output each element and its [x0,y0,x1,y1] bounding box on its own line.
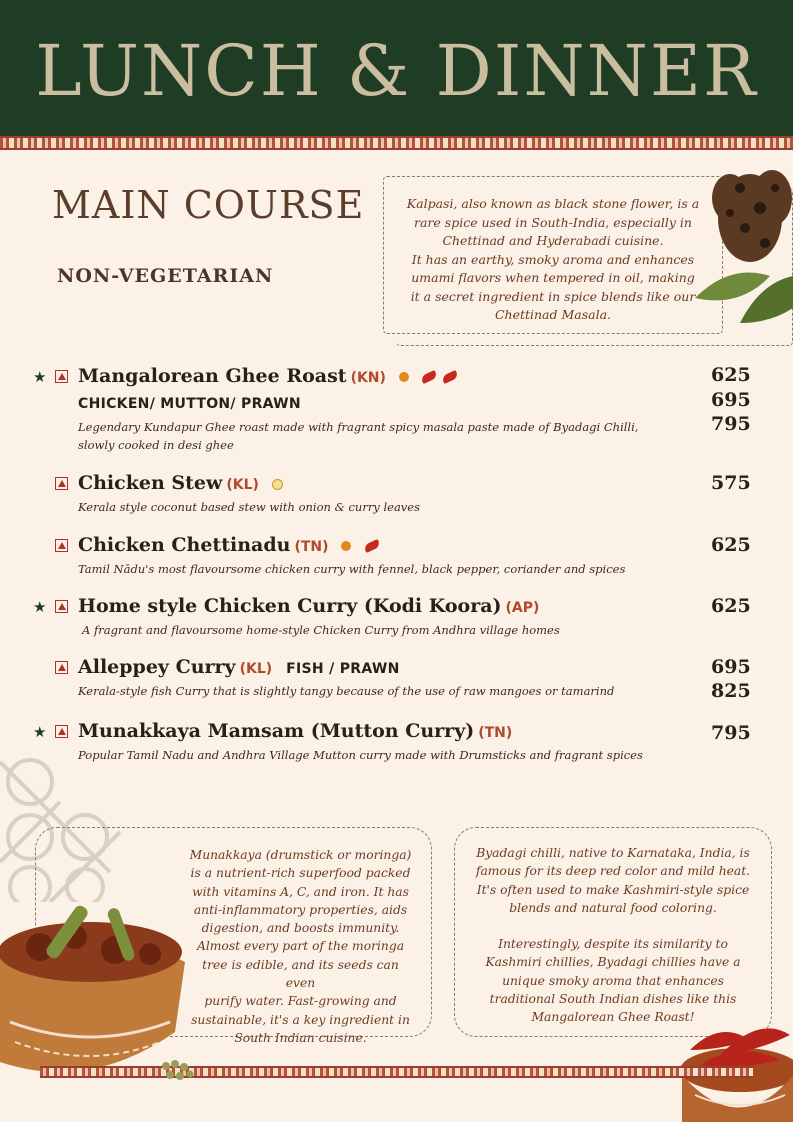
item-region: (TN) [478,725,513,741]
section-title: MAIN COURSE [52,183,365,227]
spice-dot-icon [341,541,351,551]
item-description [78,418,678,454]
note-line [467,917,759,935]
note-line: with vitamins A, C, and iron. It has [192,884,409,899]
item-title: Munakkaya Mamsam (Mutton Curry) [78,720,475,742]
item-title: Mangalorean Ghee Roast [78,365,347,387]
spice-dot-icon [399,372,409,382]
coconut-icon [272,479,283,490]
note-line: umami flavors when tempered in oil, making [411,270,695,285]
item-variants: FISH / PRAWN [286,661,400,677]
item-name [78,656,400,678]
desc-line: slowly cooked in desi ghee [78,438,234,452]
seeds-icon [160,1058,200,1084]
note-line: Chettinad Masala. [494,307,612,322]
kalpasi-illustration-icon [690,158,793,333]
byadagi-note [454,827,772,1037]
non-veg-icon [55,539,68,552]
desc-line: Kerala style coconut based stew with onion & curry leaves [78,500,421,514]
item-description [78,746,678,764]
item-region: (KL) [226,477,259,493]
item-price: 625 [711,595,751,617]
note-line: Mangalorean Ghee Roast! [531,1010,695,1025]
item-name [78,595,539,617]
chili-icon [420,370,438,384]
non-veg-icon [55,600,68,613]
item-price: 625 [711,534,751,556]
item-price: 625 [711,364,751,386]
item-description [78,560,678,578]
desc-line: Legendary Kundapur Ghee roast made with fragrant spicy masala paste made of Byadagi Chilli, [78,420,639,434]
item-variants: CHICKEN/ MUTTON/ PRAWN [78,396,301,412]
item-title: Chicken Chettinadu [78,534,291,556]
note-line: blends and natural food coloring. [509,900,717,915]
note-line: Interestingly, despite its similarity to [498,937,728,952]
chef-special-star-icon: ★ [33,598,47,616]
section-subtitle: NON-VEGETARIAN [57,265,274,287]
note-line: Almost every part of the moringa [196,939,405,954]
note-line: Munakkaya (drumstick or moringa) [189,848,412,862]
desc-line: A fragrant and flavoursome home-style Chicken Curry from Andhra village homes [82,623,560,637]
note-line: Kashmiri chillies, Byadagi chillies have a [485,955,741,970]
chef-special-star-icon: ★ [33,368,47,386]
item-region: (AP) [505,600,540,616]
item-region: (KL) [239,661,273,677]
note-line: It's often used to make Kashmiri-style spice [476,882,750,897]
decorative-border-bottom [40,1066,753,1078]
note-line: sustainable, it's a key ingredient in [191,1012,410,1027]
note-line: unique smoky aroma that enhances [502,973,724,988]
item-region: (KN) [350,370,386,386]
chef-special-star-icon: ★ [33,723,47,741]
non-veg-icon [55,661,68,674]
note-line: it a secret ingredient in spice blends like our [410,288,696,304]
non-veg-icon [55,477,68,490]
item-description [78,498,678,516]
note-line: is a nutrient-rich superfood packed [190,866,411,881]
note-line: tree is edible, and its seeds can even [202,957,399,991]
note-line: Chettinad and Hyderabadi cuisine. [442,233,664,248]
chili-icon [441,370,459,384]
item-name [78,365,458,387]
kalpasi-note [383,176,723,334]
header-banner [0,0,793,136]
item-title: Chicken Stew [78,472,223,494]
item-region: (TN) [294,539,329,555]
note-line: It has an earthy, smoky aroma and enhances [411,251,695,267]
note-line: Byadagi chilli, native to Karnataka, India, is [476,846,750,860]
note-line: traditional South Indian dishes like this [489,992,737,1007]
item-price: 695 [711,389,751,411]
item-price: 795 [711,722,751,744]
non-veg-icon [55,370,68,383]
item-description [78,682,678,700]
desc-line: Kerala-style fish Curry that is slightly tangy because of the use of raw mangoes or tamarind [78,684,615,698]
item-description [82,621,682,639]
note-line: South Indian cuisine. [234,1030,367,1045]
note-line: purify water. Fast-growing and [204,994,397,1009]
non-veg-icon [55,725,68,738]
item-name [78,472,283,494]
note-line: anti-inflammatory properties, aids [193,902,408,917]
note-line: digestion, and boosts immunity. [201,921,400,936]
item-price: 575 [711,472,751,494]
item-price: 825 [711,680,751,702]
desc-line: Popular Tamil Nadu and Andhra Village Mutton curry made with Drumsticks and fragrant spices [78,748,643,762]
item-title: Home style Chicken Curry (Kodi Koora) [78,595,502,617]
note-line: famous for its deep red color and mild heat. [475,864,751,879]
item-name [78,720,512,742]
page-title: LUNCH & DINNER [35,30,758,112]
desc-line: Tamil Nādu's most flavoursome chicken curry with fennel, black pepper, coriander and spices [78,562,626,576]
decorative-border-top [0,136,793,150]
note-line: Kalpasi, also known as black stone flower, is a [406,196,700,211]
note-line: rare spice used in South-India, especially in [414,214,692,230]
item-title: Alleppey Curry [78,656,236,678]
item-price: 695 [711,656,751,678]
chili-icon [363,539,381,553]
item-name [78,534,380,556]
item-price: 795 [711,413,751,435]
